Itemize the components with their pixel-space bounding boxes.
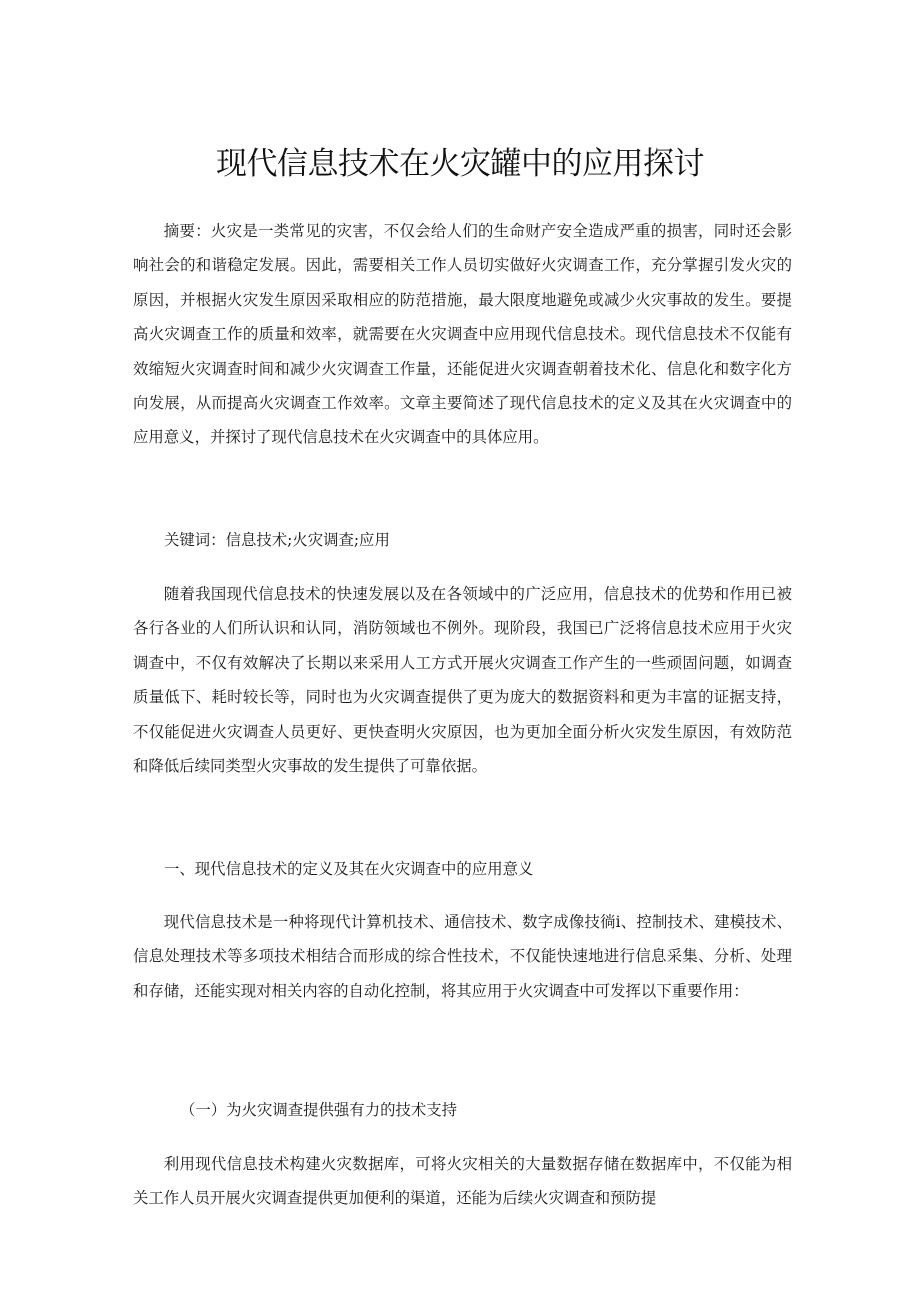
subsection-1-heading: （一）为火灾调查提供强有力的技术支持: [180, 1101, 458, 1119]
abstract-paragraph: 摘要：火灾是一类常见的灾害，不仅会给人们的生命财产安全造成严重的损害，同时还会影响社会的和谐稳定发展。因此，需要相关工作人员切实做好火灾调查工作，充分掌握引发火灾的原因，并根据火灾发生原因采取相应的防范措施，最大限度地避免或减少火灾事故的发生。要提高火灾调查工作的质量和效率，就需要在火灾调查中应用现代信息技术。现代信息技术不仅能有效缩短火灾调查时间和减少火灾调查工作量，还能促进火灾调查朝着技术化、信息化和数字化方向发展，从而提高火灾调查工作效率。文章主要简述了现代信息技术的定义及其在火灾调查中的应用意义，并探讨了现代信息技术在火灾调查中的具体应用。: [133, 222, 792, 447]
keywords-line: 关键词：信息技术;火灾调查;应用: [164, 531, 390, 549]
document-title: 现代信息技术在火灾罐中的应用探讨: [216, 146, 704, 182]
section-1-heading: 一、现代信息技术的定义及其在火灾调查中的应用意义: [164, 860, 534, 878]
subsection-1-paragraph: 利用现代信息技术构建火灾数据库，可将火灾相关的大量数据存储在数据库中，不仅能为相关工作人员开展火灾调查提供更加便利的渠道，还能为后续火灾调查和预防提: [133, 1155, 792, 1208]
section-1-paragraph: 现代信息技术是一种将现代计算机技术、通信技术、数字成像技徜i、控制技术、建模技术、信息处理技术等多项技术相结合而形成的综合性技术，不仅能快速地进行信息采集、分析、处理和存储，还能实现对相关内容的自动化控制，将其应用于火灾调查中可发挥以下重要作用：: [133, 913, 792, 1000]
intro-paragraph: 随着我国现代信息技术的快速发展以及在各领域中的广泛应用，信息技术的优势和作用已被各行各业的人们所认识和认同，消防领域也不例外。现阶段，我国已广泛将信息技术应用于火灾调查中，不仅有效解决了长期以来采用人工方式开展火灾调查工作产生的一些顽固问题，如调查质量低下、耗时较长等，同时也为火灾调查提供了更为庞大的数据资料和更为丰富的证据支持，不仅能促进火灾调查人员更好、更快查明火灾原因，也为更加全面分析火灾发生原因，有效防范和降低后续同类型火灾事故的发生提供了可靠依据。: [133, 585, 792, 776]
